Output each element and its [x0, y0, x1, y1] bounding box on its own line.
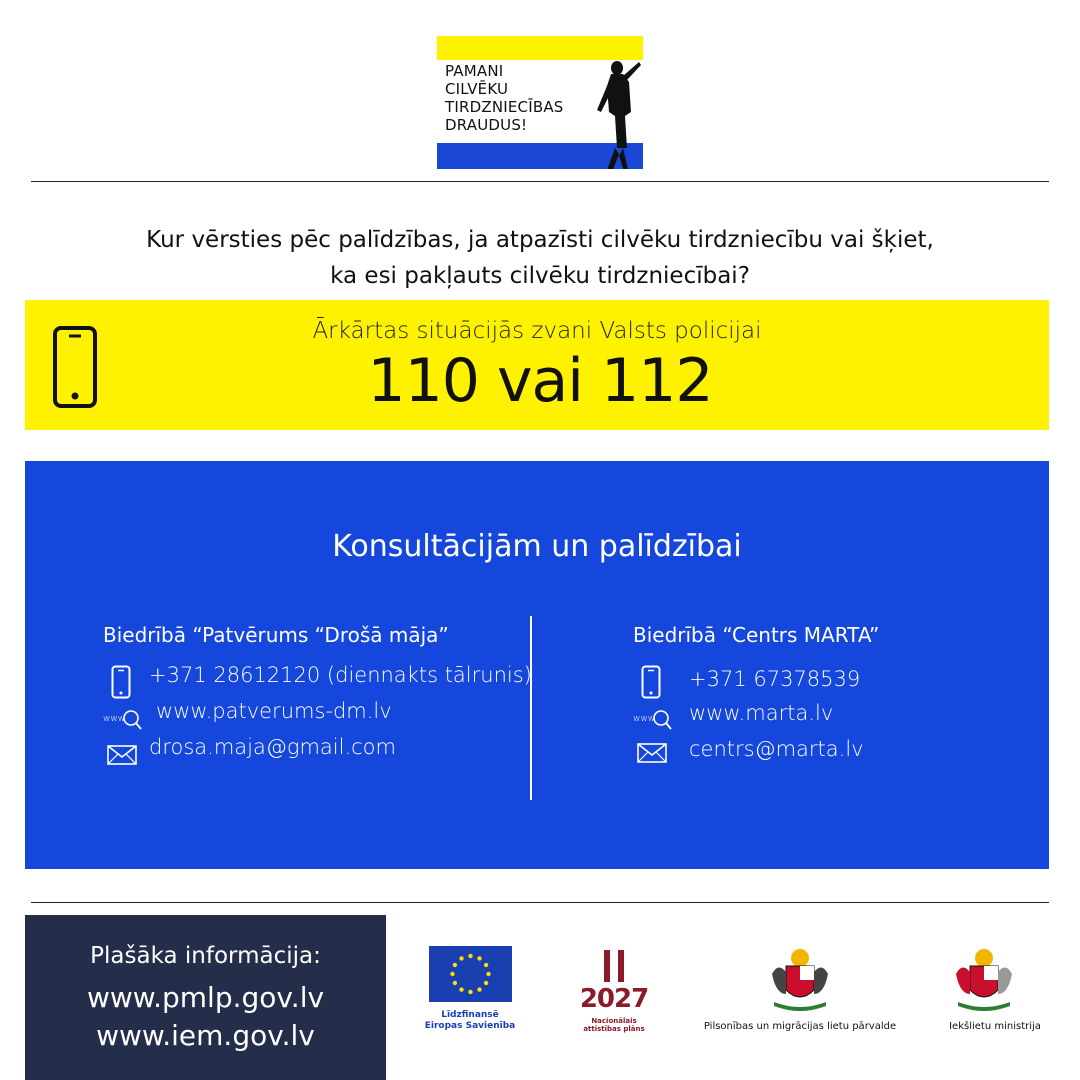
eu-flag-icon — [429, 946, 512, 1002]
eu-star-icon — [453, 981, 457, 985]
eu-star-icon — [453, 963, 457, 967]
national-plan-caption-line-1: Nacionālais — [591, 1017, 637, 1025]
campaign-logo — [437, 36, 643, 169]
org-marta — [633, 623, 1013, 783]
eu-star-icon — [459, 956, 463, 960]
eu-star-icon — [450, 972, 454, 976]
emergency-numbers[interactable]: 110 vai 112 — [367, 346, 713, 416]
link-pmlp[interactable]: www.pmlp.gov.lv — [86, 981, 325, 1014]
pmlp-caption: Pilsonības un migrācijas lietu pārvalde — [703, 1021, 897, 1032]
eu-star-icon — [468, 990, 472, 994]
national-plan-logo-icon — [576, 946, 652, 986]
eu-star-icon — [459, 987, 463, 991]
svg-text:www: www — [633, 714, 656, 724]
consultation-panel — [25, 461, 1049, 869]
eu-star-icon — [468, 954, 472, 958]
org-marta-name: Biedrībā “Centrs MARTA” — [633, 623, 880, 647]
national-plan-caption — [566, 1017, 662, 1033]
question-line-1: Kur vērsties pēc palīdzības, ja atpazīsti cilvēku tirdzniecību vai šķiet, — [146, 227, 934, 253]
eu-caption-line-1: Līdzfinansē — [441, 1010, 499, 1020]
logo-line-4: DRAUDUS! — [445, 116, 528, 134]
national-plan-year: 2027 — [579, 984, 649, 1014]
org-patverums-phone[interactable]: +371 28612120 (diennakts tālrunis) — [149, 663, 532, 687]
logo-line-1: PAMANI — [445, 62, 504, 80]
eu-star-icon — [486, 972, 490, 976]
org-patverums-name: Biedrībā “Patvērums “Drošā māja” — [103, 623, 449, 647]
logo-line-2: CILVĒKU — [445, 80, 509, 98]
org-patverums — [103, 623, 532, 783]
eu-star-icon — [477, 956, 481, 960]
mobile-phone-icon — [641, 665, 661, 699]
eu-caption — [415, 1010, 525, 1032]
web-search-icon — [633, 705, 673, 731]
mobile-phone-icon — [111, 665, 131, 699]
column-divider — [530, 616, 532, 800]
walking-figure-icon — [587, 52, 643, 169]
coat-of-arms-icon — [764, 944, 836, 1016]
svg-text:www: www — [103, 714, 126, 724]
consultation-title: Konsultācijām un palīdzībai — [332, 529, 742, 564]
logo-line-3: TIRDZNIECĪBAS — [445, 98, 564, 116]
eu-caption-line-2: Eiropas Savienība — [424, 1021, 516, 1031]
org-patverums-web[interactable]: www.patverums-dm.lv — [156, 699, 392, 723]
coat-of-arms-icon — [948, 944, 1020, 1016]
help-question — [60, 222, 1020, 294]
logo-text — [445, 62, 564, 134]
iem-caption: Iekšlietu ministrija — [949, 1021, 1041, 1032]
eu-star-icon — [477, 987, 481, 991]
emergency-label: Ārkārtas situācijās zvani Valsts policijai — [312, 318, 762, 344]
top-divider — [31, 181, 1049, 182]
org-marta-web[interactable]: www.marta.lv — [689, 701, 834, 725]
question-line-2: ka esi pakļauts cilvēku tirdzniecībai? — [330, 263, 750, 289]
eu-star-icon — [484, 981, 488, 985]
eu-star-icon — [484, 963, 488, 967]
web-search-icon — [103, 705, 143, 731]
org-marta-email[interactable]: centrs@marta.lv — [689, 737, 864, 761]
national-plan-caption-line-2: attīstības plāns — [583, 1025, 645, 1033]
org-marta-phone[interactable]: +371 67378539 — [689, 667, 861, 691]
more-info-label: Plašāka informācija: — [90, 943, 321, 969]
envelope-icon — [107, 745, 137, 765]
org-patverums-email[interactable]: drosa.maja@gmail.com — [149, 735, 396, 759]
emergency-banner — [25, 300, 1049, 430]
more-info-box — [25, 915, 386, 1080]
bottom-divider — [31, 902, 1049, 903]
envelope-icon — [637, 743, 667, 763]
link-iem[interactable]: www.iem.gov.lv — [96, 1019, 315, 1052]
